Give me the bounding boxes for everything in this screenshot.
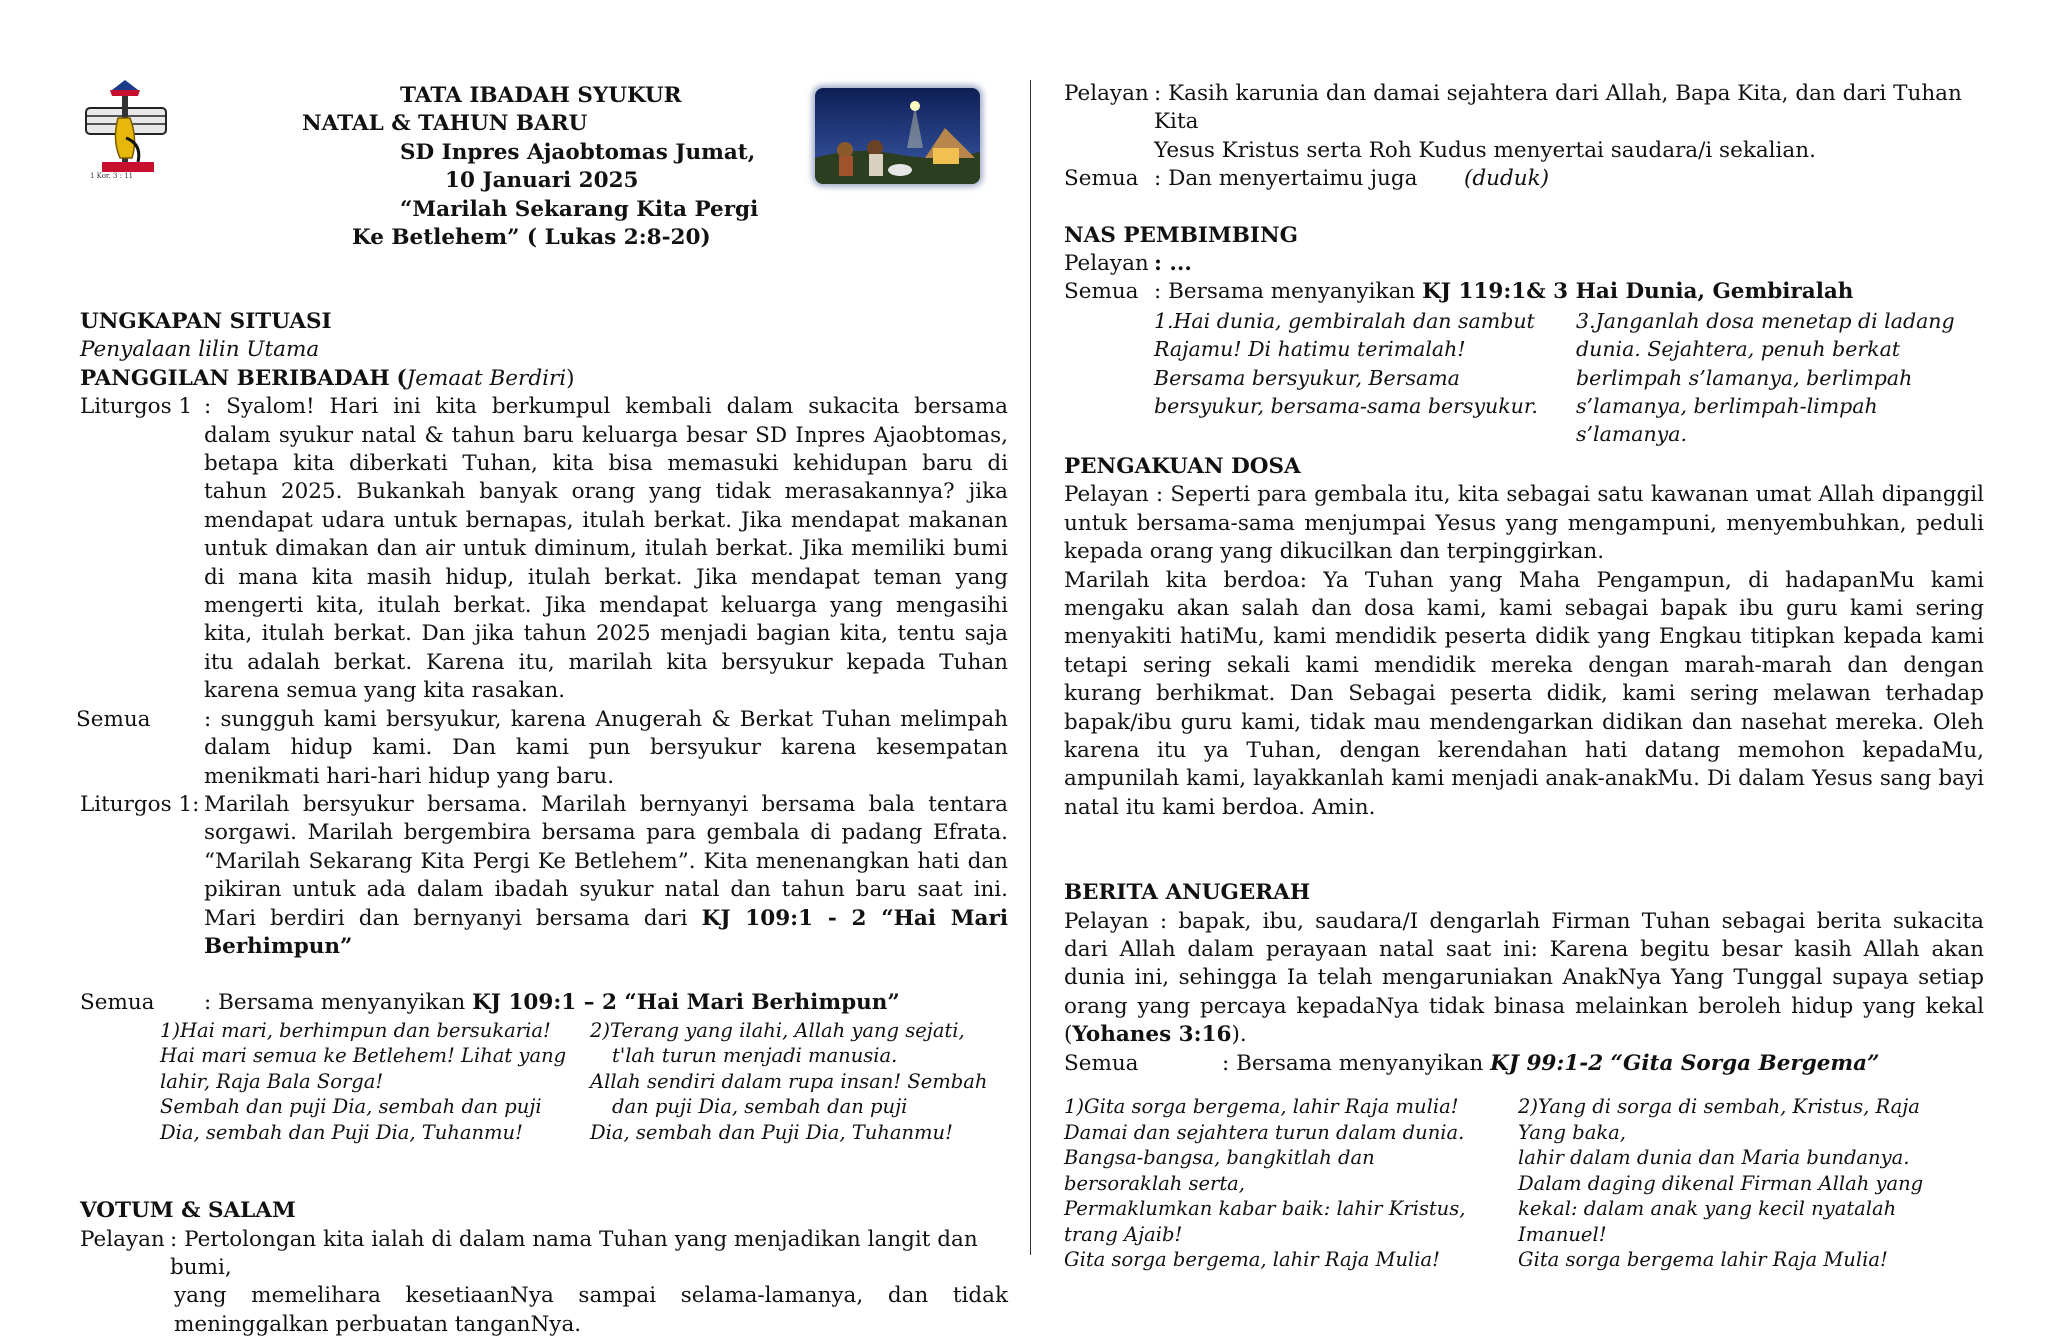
salam-response-note: (duduk) — [1464, 166, 1550, 192]
berita-semua-label: Semua — [1064, 1050, 1139, 1076]
semua2-block — [80, 989, 1008, 1017]
lyric-line: Dia, sembah dan Puji Dia, Tuhanmu! — [160, 1120, 523, 1144]
pengakuan-text-1: Pelayan : Seperti para gembala itu, kita sebagai satu kawanan umat Allah dipanggil untuk bersama-sama menjumpai Yesus yang mengampuni, menyembuhkan, peduli kepada orang yang dikucilkan dan terpinggirkan. — [1064, 482, 1984, 565]
header-date: 10 Januari 2025 — [445, 168, 639, 193]
lyric-line: Bangsa-bangsa, bangkitlah dan bersoraklah serta, — [1064, 1146, 1375, 1195]
panggilan-note: Jemaat Berdiri — [406, 365, 567, 391]
semua1-label: Semua — [76, 706, 151, 732]
section-ungkapan-situasi: UNGKAPAN SITUASI — [80, 309, 332, 334]
kj99-verse-1 — [1064, 1094, 1518, 1273]
liturgos1-block — [80, 393, 1008, 705]
salam-response-text: : Dan menyertaimu juga — [1154, 166, 1418, 192]
section-berita-anugerah: BERITA ANUGERAH — [1064, 880, 1311, 906]
header-theme: “Marilah Sekarang Kita Pergi — [400, 197, 759, 222]
penyalaan-lilin: Penyalaan lilin Utama — [80, 337, 320, 363]
section-nas-pembimbing: NAS PEMBIMBING — [1064, 222, 1298, 248]
lyrics-verse-2 — [590, 1018, 990, 1146]
nas-block — [1064, 250, 1984, 278]
votum-text-2: yang memelihara kesetiaanNya sampai selama-lamanya, dan tidak meninggalkan perbuatan tanganNya. — [174, 1283, 1008, 1337]
berita-semua-text: : Bersama menyanyikan — [1222, 1050, 1484, 1076]
salam-block — [1064, 80, 1984, 137]
liturgos1-text: : Syalom! Hari ini kita berkumpul kembali dalam sukacita bersama dalam syukur natal & tahun baru keluarga besar SD Inpres Ajaobtomas, betapa kita diberkati Tuhan, kita bisa memasuki kehidupan baru di tahun 2025. Bukankah banyak orang yang tidak merasakannya? jika mendapat udara untuk bernapas, itulah berkat. Jika mendapat makanan untuk dimakan dan air untuk diminum, itulah berkat. Jika memiliki bumi di mana kita masih hidup, itulah berkat. Jika mendapat teman yang mengerti kita, itulah berkat. Jika mendapat keluarga yang mengasihi kita, itulah berkat. Dan jika tahun 2025 menjadi bagian kita, tentu saja itu adalah berkat. Karena itu, marilah kita bersyukur kepada Tuhan karena semua yang kita rasakan. — [204, 394, 1008, 704]
section-votum-salam: VOTUM & SALAM — [80, 1198, 296, 1224]
left-column — [76, 80, 1008, 1339]
logo-caption: 1 Kor. 3 : 11 — [90, 172, 134, 180]
salam-text-2: Yesus Kristus serta Roh Kudus menyertai saudara/i sekalian. — [1154, 137, 1816, 163]
nas-song: KJ 119:1& 3 Hai Dunia, Gembiralah — [1422, 279, 1854, 305]
kj119-verse-3: 3.Janganlah dosa menetap di ladang dunia. Sejahtera, penuh berkat berlimpah s’lamanya, berlimpah s’lamanya, berlimpah-limpah s’lamanya. — [1576, 308, 1955, 447]
right-column — [1064, 80, 1984, 1273]
lyric-line: lahir dalam dunia dan Maria bundanya. — [1518, 1146, 1910, 1169]
semua2-label: Semua — [80, 990, 155, 1016]
votum-label: Pelayan — [80, 1226, 165, 1252]
section-panggilan-beribadah: PANGGILAN BERIBADAH (Jemaat Berdiri) — [80, 365, 575, 391]
lyric-line: Gita sorga bergema, lahir Raja Mulia! — [1064, 1248, 1440, 1271]
lyric-line: Damai dan sejahtera turun dalam dunia. — [1064, 1120, 1465, 1144]
nas-label: Pelayan — [1064, 251, 1149, 277]
header-theme-ref: Ke Betlehem” ( Lukas 2:8-20) — [352, 225, 711, 250]
berita-ref: Yohanes 3:16 — [1072, 1022, 1232, 1048]
semua2-text: : Bersama menyanyikan — [204, 990, 466, 1016]
lyric-line: 2)Yang di sorga di sembah, Kristus, Raja Yang baka, — [1518, 1095, 1920, 1144]
liturgos2-label: Liturgos 1: — [80, 791, 200, 817]
lyric-line: 1)Hai mari, berhimpun dan bersukaria! — [160, 1018, 551, 1042]
lyric-line: 1)Gita sorga bergema, lahir Raja mulia! — [1064, 1095, 1459, 1118]
salam-response-label: Semua — [1064, 166, 1139, 192]
hymn-lyrics-kj109 — [160, 1018, 1008, 1146]
salam-label: Pelayan — [1064, 81, 1149, 106]
header-title: TATA IBADAH SYUKUR — [400, 83, 682, 108]
lyric-line: Hai mari semua ke Betlehem! Lihat yang — [160, 1044, 567, 1068]
hymn-lyrics-kj119 — [1154, 307, 1984, 449]
liturgos2-song: KJ 109:1 - 2 “Hai Mari Berhimpun” — [204, 905, 1008, 959]
semua1-text: : sungguh kami bersyukur, karena Anugerah & Berkat Tuhan melimpah dalam hidup kami. Dan kami pun bersyukur karena kesempatan menikmati hari-hari hidup yang baru. — [204, 706, 1008, 789]
hymn-lyrics-kj99 — [1064, 1094, 1984, 1273]
semua1-block — [76, 706, 1008, 791]
lyric-line: lahir, Raja Bala Sorga! — [160, 1069, 384, 1093]
lyric-line: Sembah dan puji Dia, sembah dan puji — [160, 1095, 542, 1119]
salam-text: : Kasih karunia dan damai sejahtera dari Allah, Bapa Kita, dan dari Tuhan Kita — [1154, 81, 1962, 135]
liturgos1-label: Liturgos 1 — [80, 394, 193, 420]
kj119-verse-1: 1.Hai dunia, gembiralah dan sambut Rajamu! Di hatimu terimalah! Bersama bersyukur, Bersama bersyukur, bersama-sama bersyukur. — [1154, 308, 1538, 419]
berita-song: KJ 99:1-2 “Gita Sorga Bergema” — [1490, 1050, 1880, 1076]
nas-text: : ... — [1154, 251, 1192, 277]
berita-end: ). — [1231, 1022, 1247, 1048]
lyric-line: Gita sorga bergema lahir Raja Mulia! — [1518, 1248, 1888, 1271]
votum-text: : Pertolongan kita ialah di dalam nama Tuhan yang menjadikan langit dan bumi, — [170, 1226, 978, 1281]
nas-semua-text: : Bersama menyanyikan — [1154, 279, 1416, 305]
kj99-verse-2 — [1518, 1094, 1958, 1273]
section-pengakuan-dosa: PENGAKUAN DOSA — [1064, 453, 1301, 479]
lyric-line: Dalam daging dikenal Firman Allah yang — [1518, 1171, 1924, 1195]
lyric-line: dan puji Dia, sembah dan puji — [612, 1095, 908, 1119]
lyric-line: Dia, sembah dan Puji Dia, Tuhanmu! — [590, 1120, 953, 1144]
column-divider — [1030, 80, 1031, 1255]
lyrics-verse-1 — [160, 1018, 590, 1146]
lyric-line: 2)Terang yang ilahi, Allah yang sejati, — [590, 1018, 965, 1042]
liturgos2-block — [80, 791, 1008, 961]
lyric-line: t'lah turun menjadi manusia. — [612, 1044, 898, 1068]
liturgos2-text: Marilah bersyukur bersama. Marilah bernyanyi bersama bala tentara sorgawi. Marilah bergembira bersama para gembala di padang Efrata. “Marilah Sekarang Kita Pergi Ke Betlehem”. Kita menenangkan hati dan pikiran untuk ada dalam ibadah syukur natal dan tahun baru saat ini. Mari berdiri dan bernyanyi bersama dari — [204, 791, 1008, 931]
semua2-song: KJ 109:1 – 2 “Hai Mari Berhimpun” — [472, 990, 900, 1016]
header-subtitle: NATAL & TAHUN BARU — [302, 111, 588, 136]
votum-block — [80, 1226, 1008, 1283]
lyric-line: Permaklumkan kabar baik: lahir Kristus, trang Ajaib! — [1064, 1197, 1466, 1246]
berita-text — [1064, 908, 1984, 1050]
nas-semua-block — [1064, 278, 1984, 306]
pengakuan-text-2: Marilah kita berdoa: Ya Tuhan yang Maha Pengampun, di hadapanMu kami mengaku akan salah dan dosa kami, kami sebagai bapak ibu guru kami sering menyakiti hatiMu, kami mendidik peserta didik yang Engkau titipkan kepada kami tetapi sering sekali kami mendidik mereka dengan marah-marah dan dengan kurang berhikmat. Dan Sebagai peserta didik, kami sering melawan terhadap bapak/ibu guru kami, tidak mau mendengarkan didikan dan nasehat mereka. Oleh karena itu ya Tuhan, dengan kerendahan hati datang memohon kepadaMu, ampunilah kami, layakkanlah kami menjadi anak-anakMu. Di dalam Yesus sang bayi natal itu kami berdoa. Amin. — [1064, 567, 1984, 820]
lyric-line: Allah sendiri dalam rupa insan! Sembah — [590, 1069, 988, 1093]
panggilan-title: PANGGILAN BERIBADAH — [80, 365, 390, 391]
berita-body: Pelayan : bapak, ibu, saudara/I dengarlah Firman Tuhan sebagai berita sukacita dari Allah dalam perayaan natal saat ini: Karena begitu besar kasih Allah akan dunia ini, sehingga Ia telah mengaruniakan AnakNya Yang Tunggal supaya setiap orang yang percaya kepadaNya tidak binasa melainkan beroleh hidup yang kekal ( — [1064, 908, 1984, 1048]
lyric-line: kekal: dalam anak yang kecil nyatalah Imanuel! — [1518, 1197, 1897, 1246]
header-location: SD Inpres Ajaobtomas Jumat, — [400, 140, 756, 165]
berita-semua-block — [1064, 1050, 1984, 1078]
salam-response — [1064, 165, 1984, 193]
nas-semua-label: Semua — [1064, 279, 1139, 305]
